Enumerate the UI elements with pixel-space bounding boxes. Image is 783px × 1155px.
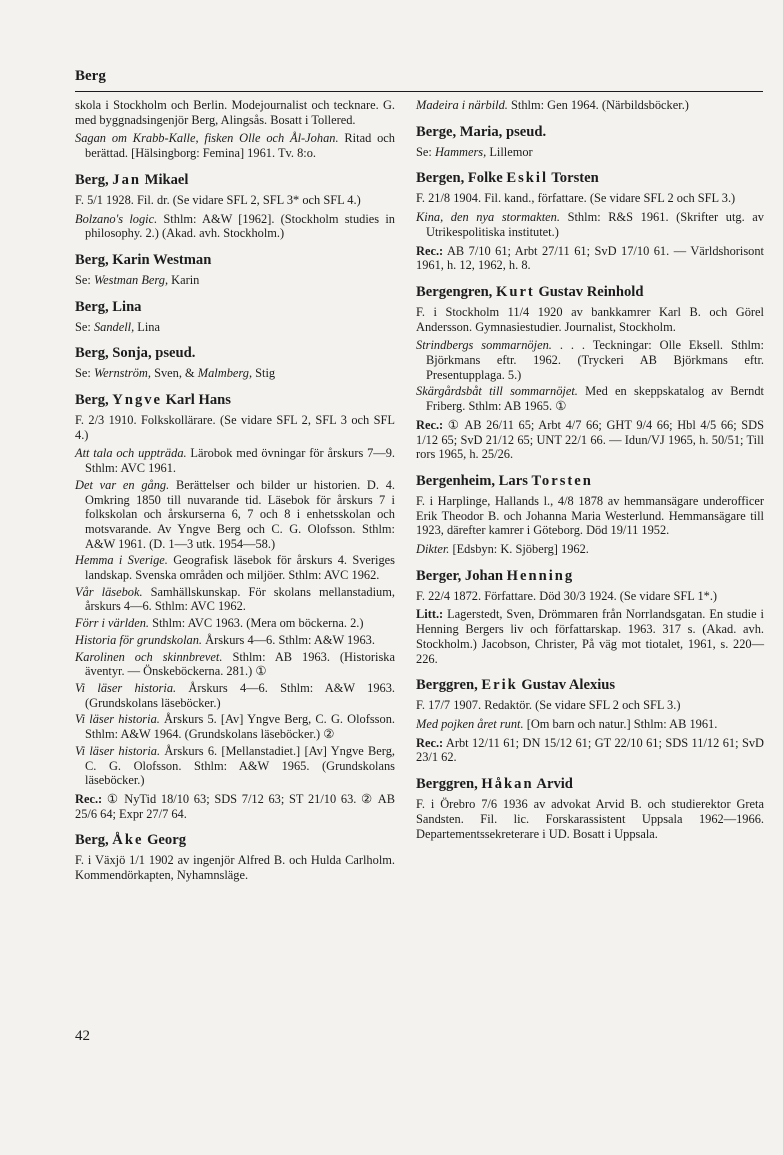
entry-berg-ake [75, 832, 395, 882]
see-prefix: Se: [416, 144, 435, 159]
heading-other-names: Arvid [533, 776, 573, 793]
see-prefix: Se: [75, 272, 94, 287]
work-title: Bolzano's logic. [75, 211, 158, 226]
entry-berge-maria [416, 124, 764, 160]
literature [416, 607, 764, 666]
work-title: Vår läsebok. [75, 584, 143, 599]
reviews-text: ① NyTid 18/10 63; SDS 7/12 63; ST 21/10 63. ② AB 25/6 64; Expr 27/7 64. [75, 791, 395, 821]
work-item [416, 338, 764, 382]
entry-heading [416, 284, 764, 301]
heading-surname: Berger, Johan [416, 567, 507, 584]
entry-berger-johan [416, 568, 764, 667]
work-item [75, 446, 395, 475]
entry-berg-jan [75, 172, 395, 241]
see-name: Westman Berg, [93, 272, 169, 287]
work-details: Berättelser och bilder ur historien. D. 4. Omkring 1850 till nuvarande tid. Läsebok för årskurs 7 i folkskolan och årskurserna 6, 7 och 8 i enhetsskolan och motsvarande. Av Yngve Berg och C. G. Olofsson. Sthlm: A&W 1961. (D. 1—3 utk. 1954—58.) [85, 477, 395, 551]
entry-continued-left [75, 98, 395, 161]
page-number: 42 [75, 1028, 90, 1044]
heading-other-names: Mikael [141, 171, 189, 188]
work-details: [Om barn och natur.] Sthlm: AB 1961. [523, 716, 718, 731]
heading-other-names: Torsten [548, 170, 599, 187]
entry-bergenheim-lars [416, 473, 764, 557]
see-mid: Sven, & [150, 366, 198, 381]
entry-bio: F. 5/1 1928. Fil. dr. (Se vidare SFL 2, SFL 3* och SFL 4.) [75, 192, 361, 207]
heading-other-names: Georg [143, 832, 186, 849]
heading-given-name: Torsten [531, 472, 593, 489]
work-title: Dikter. [416, 542, 450, 557]
work-item [75, 650, 395, 679]
entry-bio: F. i Örebro 7/6 1936 av advokat Arvid B. och studierektor Greta Sandsten. Fil. lic. Forskarassistent Uppsala 1962—1966. Departementssekreterare i UD. Bosatt i Uppsala. [416, 797, 764, 841]
see-name-second: Malmberg, [197, 366, 253, 381]
see-name: Hammers, [434, 144, 487, 159]
heading-surname: Bergenheim, Lars [416, 472, 532, 489]
see-reference [75, 366, 395, 381]
work-title: Skärgårdsbåt till sommarnöjet. [416, 384, 578, 399]
entry-bio: F. 2/3 1910. Folkskollärare. (Se vidare SFL 2, SFL 3 och SFL 4.) [75, 413, 395, 442]
see-rest: Karin [168, 272, 200, 287]
see-reference [75, 320, 395, 335]
work-title: Madeira i närbild. [416, 98, 508, 112]
left-column [75, 98, 395, 894]
work-title: Historia för grundskolan. [75, 632, 203, 647]
see-name: Sandell, [93, 319, 135, 334]
entry-heading [416, 776, 764, 793]
work-item [416, 384, 764, 413]
work-item [416, 210, 764, 239]
work-title: Vi läser historia. [75, 743, 161, 758]
reviews-label: Rec.: [416, 735, 444, 750]
entry-berggren-hakan [416, 776, 764, 841]
reviews-label: Rec.: [416, 417, 444, 432]
heading-given-name: Kurt [495, 283, 535, 300]
heading-given-name: Erik [481, 677, 518, 694]
work-title: Med pojken året runt. [416, 716, 524, 731]
work-item [75, 478, 395, 552]
heading-given-name: Åke [112, 832, 144, 849]
work-title: Kina, den nya stormakten. [416, 210, 560, 225]
work-details: Sthlm: A&W [1962]. (Stockholm studies in philosophy. 2.) (Akad. avh. Stockholm.) [85, 211, 395, 241]
literature-text: Lagerstedt, Sven, Drömmaren från Norrlandsgatan. En studie i Henning Bergers liv och författarskap. 1963. 317 s. (Akad. avh. Stockholm.) Jacobson, Christer, På väg mot tiotalet, 1961, s. 220—226. [416, 607, 764, 666]
work-title: Vi läser historia. [75, 712, 160, 727]
work-details: Samhällskunskap. För skolans mellanstadium, årskurs 4—6. Sthlm: AVC 1962. [85, 584, 395, 614]
heading-surname: Bergen, Folke [416, 170, 507, 187]
heading-other-names: Gustav Alexius [517, 677, 616, 694]
work-details: Sthlm: AVC 1963. (Mera om böckerna. 2.) [149, 616, 364, 631]
header-rule [75, 91, 763, 92]
work-item [416, 717, 764, 732]
literature-label: Litt.: [416, 607, 444, 622]
work-item [75, 681, 395, 710]
entry-heading [416, 170, 764, 187]
work-item [416, 98, 764, 113]
work-details: Geografisk läsebok för årskurs 4. Sveriges landskap. Svenska områden och miljöer. Sthlm: AVC 1962. [85, 553, 395, 583]
heading-other-names: Gustav Reinhold [534, 283, 644, 300]
work-title: Förr i världen. [75, 616, 149, 631]
entry-bio: skola i Stockholm och Berlin. Modejournalist och tecknare. G. med byggnadsingenjör Berg, Alingsås. Bosatt i Tollered. [75, 98, 395, 127]
entry-heading: Berg, Lina [75, 298, 142, 315]
work-item [75, 131, 395, 160]
entry-bio: F. 22/4 1872. Författare. Död 30/3 1924. (Se vidare SFL 1*.) [416, 588, 718, 603]
heading-given-name: Henning [506, 567, 575, 584]
work-details: Sthlm: AB 1963. (Historiska äventyr. — Önskeböckerna. 281.) ① [85, 649, 395, 679]
see-reference [75, 273, 395, 288]
heading-given-name: Jan [112, 171, 142, 188]
heading-surname: Berggren, [416, 776, 482, 793]
heading-given-name: Yngve [112, 392, 163, 409]
work-item [75, 553, 395, 582]
entry-heading [75, 392, 395, 409]
see-rest: Lina [134, 319, 161, 334]
reviews-text: ① AB 26/11 65; Arbt 4/7 66; GHT 9/4 66; Hbl 4/5 66; SDS 1/12 65; SvD 21/12 65; UNT 22/1 66. — Idun/VJ 1965, h. 50/51; Till rors 1965, h. 25/26. [416, 417, 764, 462]
reviews-label: Rec.: [75, 791, 103, 806]
entry-heading [75, 172, 395, 189]
heading-surname: Berg, [75, 171, 113, 188]
work-details: Lärobok med övningar för årskurs 7—9. Sthlm: AVC 1961. [85, 446, 395, 476]
entry-berg-karin [75, 252, 395, 288]
heading-surname: Berg, [75, 832, 113, 849]
work-details: [Edsbyn: K. Sjöberg] 1962. [449, 542, 589, 557]
work-details: Årskurs 4—6. Sthlm: A&W 1963. (Grundskolans läseböcker.) [85, 680, 396, 710]
entry-bio: F. i Harplinge, Hallands l., 4/8 1878 av hemmansägare underofficer Erik Theodor B. och Johanna Maria Westerlund. Hemmansägare till 1923, därefter kamrer i Göteborg. Död 19/11 1952. [416, 493, 764, 538]
work-item [75, 744, 395, 788]
see-rest: Stig [252, 366, 276, 381]
see-prefix: Se: [75, 319, 94, 334]
work-details: Årskurs 4—6. Sthlm: A&W 1963. [202, 632, 375, 647]
entry-bio: F. 17/7 1907. Redaktör. (Se vidare SFL 2 och SFL 3.) [416, 698, 681, 713]
entry-heading: Berg, Karin Westman [75, 251, 212, 268]
entry-bio: F. i Växjö 1/1 1902 av ingenjör Alfred B. och Hulda Carlholm. Kommendörkapten, Nyhamnsläge. [75, 853, 395, 883]
heading-surname: Berg, [75, 392, 113, 409]
work-details: . . . Teckningar: Olle Eksell. Sthlm: Björkmans eftr. 1962. (Tryckeri AB Björkmans eftr. Presentupplaga. 5.) [426, 338, 764, 382]
see-prefix: Se: [75, 366, 94, 381]
right-column [416, 98, 764, 852]
work-details: Ritad och berättad. [Hälsingborg: Femina] 1961. Tv. 8:o. [85, 131, 396, 161]
entry-bio: F. 21/8 1904. Fil. kand., författare. (Se vidare SFL 2 och SFL 3.) [416, 191, 736, 206]
reviews [416, 418, 764, 462]
work-details: Med en skeppskatalog av Berndt Friberg. Sthlm: AB 1965. ① [426, 384, 765, 414]
reviews [75, 792, 395, 821]
work-title: Det var en gång. [75, 477, 170, 492]
entry-continued-right [416, 98, 764, 113]
entry-heading [416, 473, 764, 490]
work-item [75, 212, 395, 241]
heading-surname: Berggren, [416, 677, 482, 694]
work-item [75, 616, 395, 631]
work-title: Karolinen och skinnbrevet. [75, 649, 223, 664]
entry-berggren-erik [416, 677, 764, 765]
work-item [75, 633, 395, 648]
work-details: Sthlm: Gen 1964. (Närbildsböcker.) [507, 98, 689, 112]
reviews-label: Rec.: [416, 243, 444, 258]
heading-surname: Bergengren, [416, 283, 496, 300]
work-title: Strindbergs sommarnöjen. [416, 338, 552, 353]
entry-heading [75, 832, 395, 849]
heading-given-name: Håkan [481, 776, 534, 793]
entry-bergengren-kurt [416, 284, 764, 462]
work-title: Att tala och uppträda. [75, 446, 187, 461]
entry-bio: F. i Stockholm 11/4 1920 av bankkamrer Karl B. och Görel Andersson. Gymnasiestudier. Journalist, Stockholm. [416, 304, 764, 334]
heading-other-names: Karl Hans [162, 392, 231, 409]
reviews [416, 736, 764, 765]
work-title: Vi läser historia. [75, 680, 177, 695]
entry-heading [416, 568, 764, 585]
see-rest: Lillemor [486, 144, 533, 159]
reviews-text: AB 7/10 61; Arbt 27/11 61; SvD 17/10 61. — Världshorisont 1961, h. 12, 1962, h. 8. [416, 243, 764, 273]
entry-berg-sonja [75, 345, 395, 381]
reviews-text: Arbt 12/11 61; DN 15/12 61; GT 22/10 61; SDS 11/12 61; SvD 23/1 62. [416, 735, 764, 765]
work-item [75, 585, 395, 614]
entry-heading: Berge, Maria, pseud. [416, 123, 547, 140]
reviews [416, 244, 764, 273]
work-item [75, 712, 395, 741]
see-name: Wernström, [93, 366, 151, 381]
see-reference [416, 145, 764, 160]
work-item [416, 542, 764, 557]
work-details: Årskurs 6. [Mellanstadiet.] [Av] Yngve Berg, C. G. Olofsson. Sthlm: A&W 1965. (Grundskolans läseböcker.) [85, 743, 395, 788]
heading-given-name: Eskil [506, 170, 549, 187]
work-title: Hemma i Sverige. [75, 553, 168, 568]
entry-heading: Berg, Sonja, pseud. [75, 345, 196, 362]
work-details: Årskurs 5. [Av] Yngve Berg, C. G. Olofsson. Sthlm: A&W 1964. (Grundskolans läseböcker.) ② [85, 712, 395, 742]
entry-heading [416, 677, 764, 694]
entry-berg-lina [75, 299, 395, 335]
page-header-title: Berg [75, 68, 106, 84]
entry-berg-yngve [75, 392, 395, 821]
work-title: Sagan om Krabb-Kalle, fisken Olle och Ål-Johan. [75, 131, 339, 146]
work-details: Sthlm: R&S 1961. (Skrifter utg. av Utrikespolitiska institutet.) [426, 210, 764, 239]
entry-bergen-folke [416, 170, 764, 273]
